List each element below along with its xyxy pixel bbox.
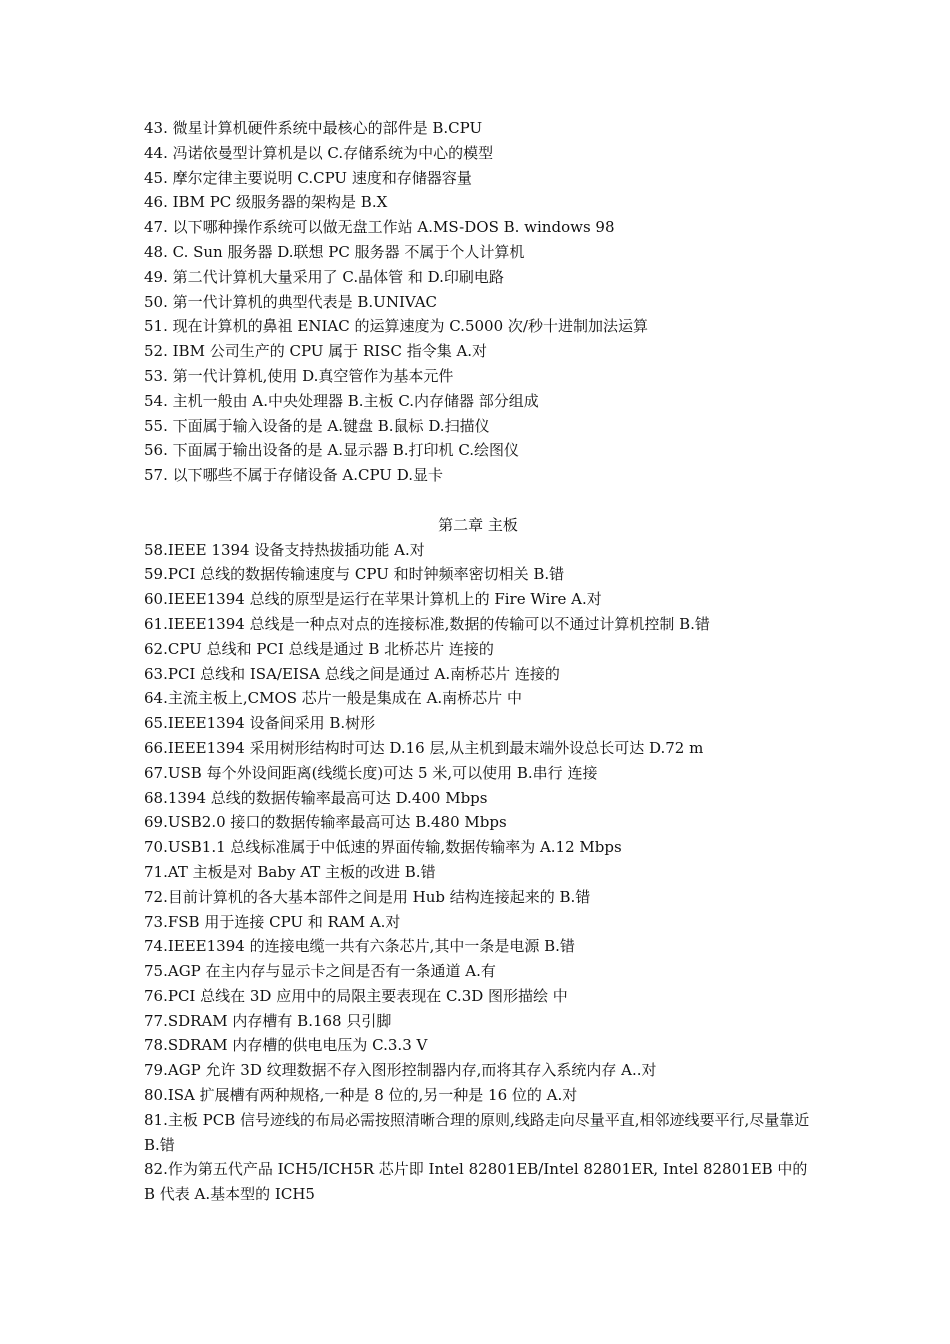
list-item: 82.作为第五代产品 ICH5/ICH5R 芯片即 Intel 82801EB/Intel 82801ER, Intel 82801EB 中的 B 代表 A.基本型的 ICH5 <box>144 1160 808 1204</box>
list-item: 71.AT 主板是对 Baby AT 主板的改进 B.错 <box>144 862 436 881</box>
list-item: 75.AGP 在主内存与显示卡之间是否有一条通道 A.有 <box>144 962 496 981</box>
list-item: 80.ISA 扩展槽有两种规格,一种是 8 位的,另一种是 16 位的 A.对 <box>144 1086 578 1105</box>
list-item: 58.IEEE 1394 设备支持热拔插功能 A.对 <box>144 540 425 559</box>
list-item: 70.USB1.1 总线标准属于中低速的界面传输,数据传输率为 A.12 Mbps <box>144 838 622 857</box>
list-item: 72.目前计算机的各大基本部件之间是用 Hub 结构连接起来的 B.错 <box>144 887 591 906</box>
chapter2-question-list <box>144 538 812 1208</box>
chapter-heading: 第二章 主板 <box>438 515 518 534</box>
list-item: 64.主流主板上,CMOS 芯片一般是集成在 A.南桥芯片 中 <box>144 689 522 708</box>
list-item: 73.FSB 用于连接 CPU 和 RAM A.对 <box>144 912 401 931</box>
list-item: 57. 以下哪些不属于存储设备 A.CPU D.显卡 <box>144 466 443 485</box>
list-item: 79.AGP 允许 3D 纹理数据不存入图形控制器内存,而将其存入系统内存 A..对 <box>144 1061 657 1080</box>
list-item: 69.USB2.0 接口的数据传输率最高可达 B.480 Mbps <box>144 813 507 832</box>
list-item: 52. IBM 公司生产的 CPU 属于 RISC 指令集 A.对 <box>144 342 488 361</box>
list-item: 51. 现在计算机的鼻祖 ENIAC 的运算速度为 C.5000 次/秒十进制加法运算 <box>144 317 648 336</box>
list-item: 78.SDRAM 内存槽的供电电压为 C.3.3 V <box>144 1036 428 1055</box>
list-item: 66.IEEE1394 采用树形结构时可达 D.16 层,从主机到最末端外设总长可达 D.72 m <box>144 738 704 757</box>
list-item: 53. 第一代计算机,使用 D.真空管作为基本元件 <box>144 366 454 385</box>
list-item: 60.IEEE1394 总线的原型是运行在苹果计算机上的 Fire Wire A.对 <box>144 590 602 609</box>
list-item: 62.CPU 总线和 PCI 总线是通过 B 北桥芯片 连接的 <box>144 639 494 658</box>
chapter1-question-list <box>144 116 812 488</box>
list-item: 45. 摩尔定律主要说明 C.CPU 速度和存储器容量 <box>144 168 472 187</box>
list-item: 50. 第一代计算机的典型代表是 B.UNIVAC <box>144 292 437 311</box>
list-item: 61.IEEE1394 总线是一种点对点的连接标准,数据的传输可以不通过计算机控制 B.错 <box>144 614 710 633</box>
list-item: 49. 第二代计算机大量采用了 C.晶体管 和 D.印刷电路 <box>144 267 504 286</box>
list-item: 74.IEEE1394 的连接电缆一共有六条芯片,其中一条是电源 B.错 <box>144 937 575 956</box>
list-item: 44. 冯诺依曼型计算机是以 C.存储系统为中心的模型 <box>144 143 494 162</box>
list-item: 65.IEEE1394 设备间采用 B.树形 <box>144 714 376 733</box>
document-body <box>144 116 812 1207</box>
list-item: 48. C. Sun 服务器 D.联想 PC 服务器 不属于个人计算机 <box>144 242 525 261</box>
list-item: 68.1394 总线的数据传输率最高可达 D.400 Mbps <box>144 788 488 807</box>
list-item: 59.PCI 总线的数据传输速度与 CPU 和时钟频率密切相关 B.错 <box>144 565 565 584</box>
list-item: 76.PCI 总线在 3D 应用中的局限主要表现在 C.3D 图形描绘 中 <box>144 986 568 1005</box>
list-item: 55. 下面属于输入设备的是 A.键盘 B.鼠标 D.扫描仪 <box>144 416 490 435</box>
list-item: 46. IBM PC 级服务器的架构是 B.X <box>144 193 388 212</box>
list-item: 67.USB 每个外设间距离(线缆长度)可达 5 米,可以使用 B.串行 连接 <box>144 763 598 782</box>
list-item: 43. 微星计算机硬件系统中最核心的部件是 B.CPU <box>144 119 483 137</box>
list-item: 47. 以下哪种操作系统可以做无盘工作站 A.MS-DOS B. windows 98 <box>144 218 615 237</box>
list-item: 81.主板 PCB 信号迹线的布局必需按照清晰合理的原则,线路走向尽量平直,相邻迹线要平行,尽量靠近 B.错 <box>144 1110 810 1154</box>
list-item: 56. 下面属于输出设备的是 A.显示器 B.打印机 C.绘图仪 <box>144 441 520 460</box>
list-item: 63.PCI 总线和 ISA/EISA 总线之间是通过 A.南桥芯片 连接的 <box>144 664 560 683</box>
list-item: 54. 主机一般由 A.中央处理器 B.主板 C.内存储器 部分组成 <box>144 391 539 410</box>
list-item: 77.SDRAM 内存槽有 B.168 只引脚 <box>144 1011 392 1030</box>
